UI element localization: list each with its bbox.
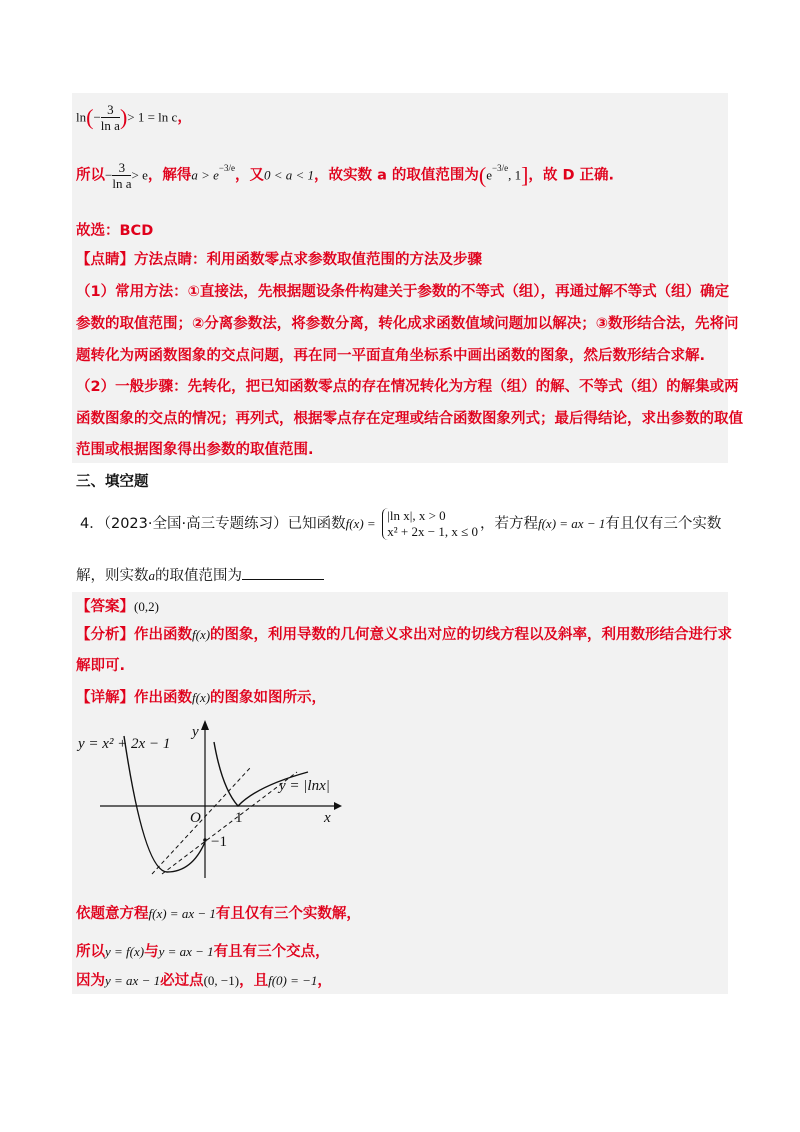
question-4-line-2: 解，则实数a的取值范围为 [76,565,324,586]
tip-text-1c: 题转化为两函数图象的交点问题，再在同一平面直角坐标系中画出函数的图象，然后数形结合求解. [76,348,706,364]
answer-line: 【答案】(0,2) [76,599,159,615]
label-minus-one: −1 [211,834,227,850]
tip-text-1a: （1）常用方法：①直接法，先根据题设条件构建关于参数的不等式（组），再通过解不等式（组）确定 [76,284,730,300]
parabola-curve [124,736,205,872]
answer-choice: 故选：BCD [76,223,154,239]
tangent-line-2 [162,772,297,874]
after-line-2: 所以y = f(x)与y = ax − 1有且有三个交点， [76,944,330,960]
label-origin: O [190,810,201,826]
solution-block-shade [72,93,728,463]
label-one: 1 [235,810,243,826]
after-line-3: 因为y = ax − 1必过点(0, −1)，且f(0) = −1， [76,973,332,989]
equation-line-2: 所以− $\frac{3}{\text{ln a}}$ > e，解得$a > e^{-3/e}$，又0 < a < 1，故实数 a 的取值范围为($e^{-3/e}$, 1]，故 D 正确. [76,160,615,191]
label-abs-ln: y = |lnx| [279,778,330,794]
tip-text-2c: 范围或根据图象得出参数的取值范围. [76,442,314,458]
y-axis-arrow [201,720,209,730]
after-line-1: 依题意方程f(x) = ax − 1有且仅有三个实数解， [76,906,361,922]
tip-heading: 【点睛】方法点睛：利用函数零点求参数取值范围的方法及步骤 [76,252,482,268]
answer-blank [242,565,324,580]
question-4-line-1: 4．（2023·全国·高三专题练习）已知函数f(x) = |ln x|, x > 0 x² + 2x − 1, x ≤ 0 ，若方程f(x) = ax − 1有且仅有三个实数 [80,508,722,539]
graph-svg [72,716,342,880]
analysis-line-1: 【分析】作出函数f(x)的图象，利用导数的几何意义求出对应的切线方程以及斜率，利用数形结合进行求 [76,627,733,643]
equation-line-1: ln(− $\frac{3}{\text{ln a}}$ )> 1 = ln c， [76,102,192,133]
tip-text-1b: 参数的取值范围；②分离参数法，将参数分离，转化成求函数值域问题加以解决；③数形结合法，先将问 [76,316,739,332]
point-0-minus1 [203,838,207,842]
label-x: x [324,810,331,826]
abs-ln-curve [214,742,308,806]
section-title: 三、填空题 [76,474,149,490]
tip-text-2a: （2）一般步骤：先转化，把已知函数零点的存在情况转化为方程（组）的解、不等式（组）的解集或两 [76,379,739,395]
label-parabola: y = x² + 2x − 1 [78,736,171,752]
x-axis-arrow [334,802,342,810]
analysis-line-2: 解即可. [76,658,126,674]
detail-line: 【详解】作出函数f(x)的图象如图所示， [76,690,327,706]
label-y: y [192,724,199,740]
tip-text-2b: 函数图象的交点的情况；再列式，根据零点存在定理或结合函数图象列式；最后得结论，求出参数的取值 [76,411,743,427]
function-graph [72,716,342,880]
